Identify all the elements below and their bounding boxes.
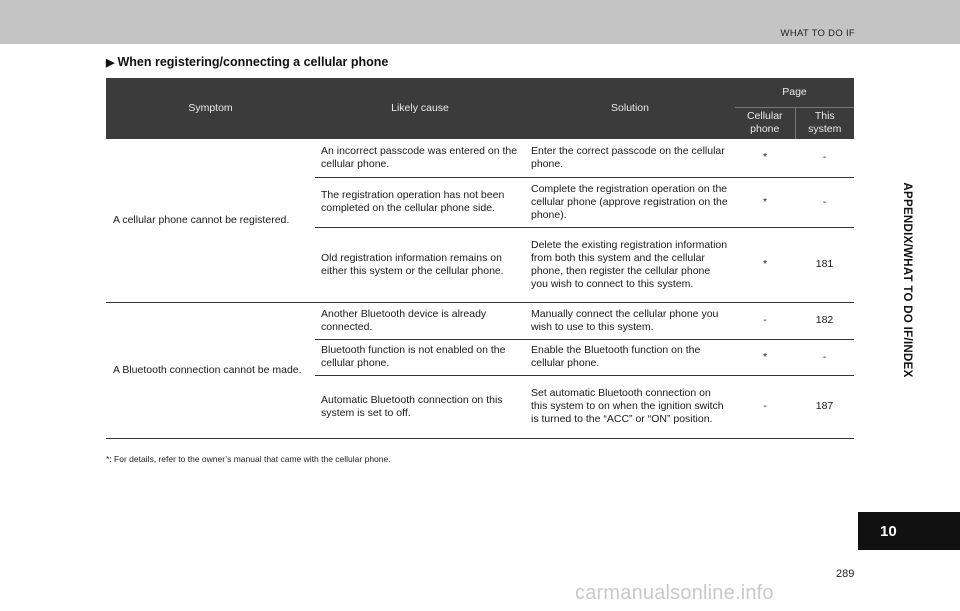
table-row: [106, 302, 854, 339]
solution-cell: Enter the correct passcode on the cellular phone.: [525, 139, 735, 177]
solution-cell: Manually connect the cellular phone you wish to use to this system.: [525, 302, 735, 339]
page-cellular-cell: *: [735, 139, 795, 177]
header-page: Page: [735, 78, 854, 107]
chapter-number: 10: [880, 523, 897, 540]
header-solution: Solution: [525, 78, 735, 139]
page-cellular-cell: *: [735, 177, 795, 227]
section-title-text: When registering/connecting a cellular phone: [117, 55, 389, 69]
solution-cell: Enable the Bluetooth function on the cellular phone.: [525, 339, 735, 375]
symptom-cell: A cellular phone cannot be registered.: [106, 139, 315, 302]
page-cellular-cell: *: [735, 339, 795, 375]
likely-cause-cell: Old registration information remains on either this system or the cellular phone.: [315, 227, 525, 302]
solution-cell: Complete the registration operation on the cellular phone (approve registration on the phone).: [525, 177, 735, 227]
likely-cause-cell: An incorrect passcode was entered on the cellular phone.: [315, 139, 525, 177]
solution-cell: Set automatic Bluetooth connection on this system to on when the ignition switch is turned to the “ACC” or “ON” position.: [525, 375, 735, 438]
page-number: 289: [836, 568, 855, 580]
troubleshooting-table: [106, 78, 854, 439]
solution-cell: Delete the existing registration information from both this system and the cellular phone, then register the cellular phone you wish to connect to this system.: [525, 227, 735, 302]
page-system-cell: -: [795, 177, 854, 227]
running-header: WHAT TO DO IF: [780, 28, 855, 39]
page-cellular-cell: -: [735, 375, 795, 438]
header-page-this-system: This system: [795, 107, 854, 139]
page-system-cell: 187: [795, 375, 854, 438]
header-page-cellular-phone: Cellular phone: [735, 107, 795, 139]
symptom-cell: A Bluetooth connection cannot be made.: [106, 302, 315, 438]
likely-cause-cell: Another Bluetooth device is already connected.: [315, 302, 525, 339]
page-system-cell: 181: [795, 227, 854, 302]
table-row: [106, 139, 854, 177]
footnote: *: For details, refer to the owner’s manual that came with the cellular phone.: [106, 454, 391, 464]
side-tab-label: APPENDIX/WHAT TO DO IF/INDEX: [901, 182, 913, 378]
page-cellular-cell: -: [735, 302, 795, 339]
likely-cause-cell: Bluetooth function is not enabled on the cellular phone.: [315, 339, 525, 375]
header-likely-cause: Likely cause: [315, 78, 525, 139]
triangle-marker-icon: ▶: [106, 57, 115, 69]
page-system-cell: 182: [795, 302, 854, 339]
section-title: [106, 55, 388, 69]
page-cellular-cell: *: [735, 227, 795, 302]
header-symptom: Symptom: [106, 78, 315, 139]
chapter-tab[interactable]: [858, 512, 960, 550]
likely-cause-cell: Automatic Bluetooth connection on this system is set to off.: [315, 375, 525, 438]
page-system-cell: -: [795, 339, 854, 375]
watermark: carmanualsonline.info: [575, 582, 774, 604]
page-system-cell: -: [795, 139, 854, 177]
likely-cause-cell: The registration operation has not been completed on the cellular phone side.: [315, 177, 525, 227]
